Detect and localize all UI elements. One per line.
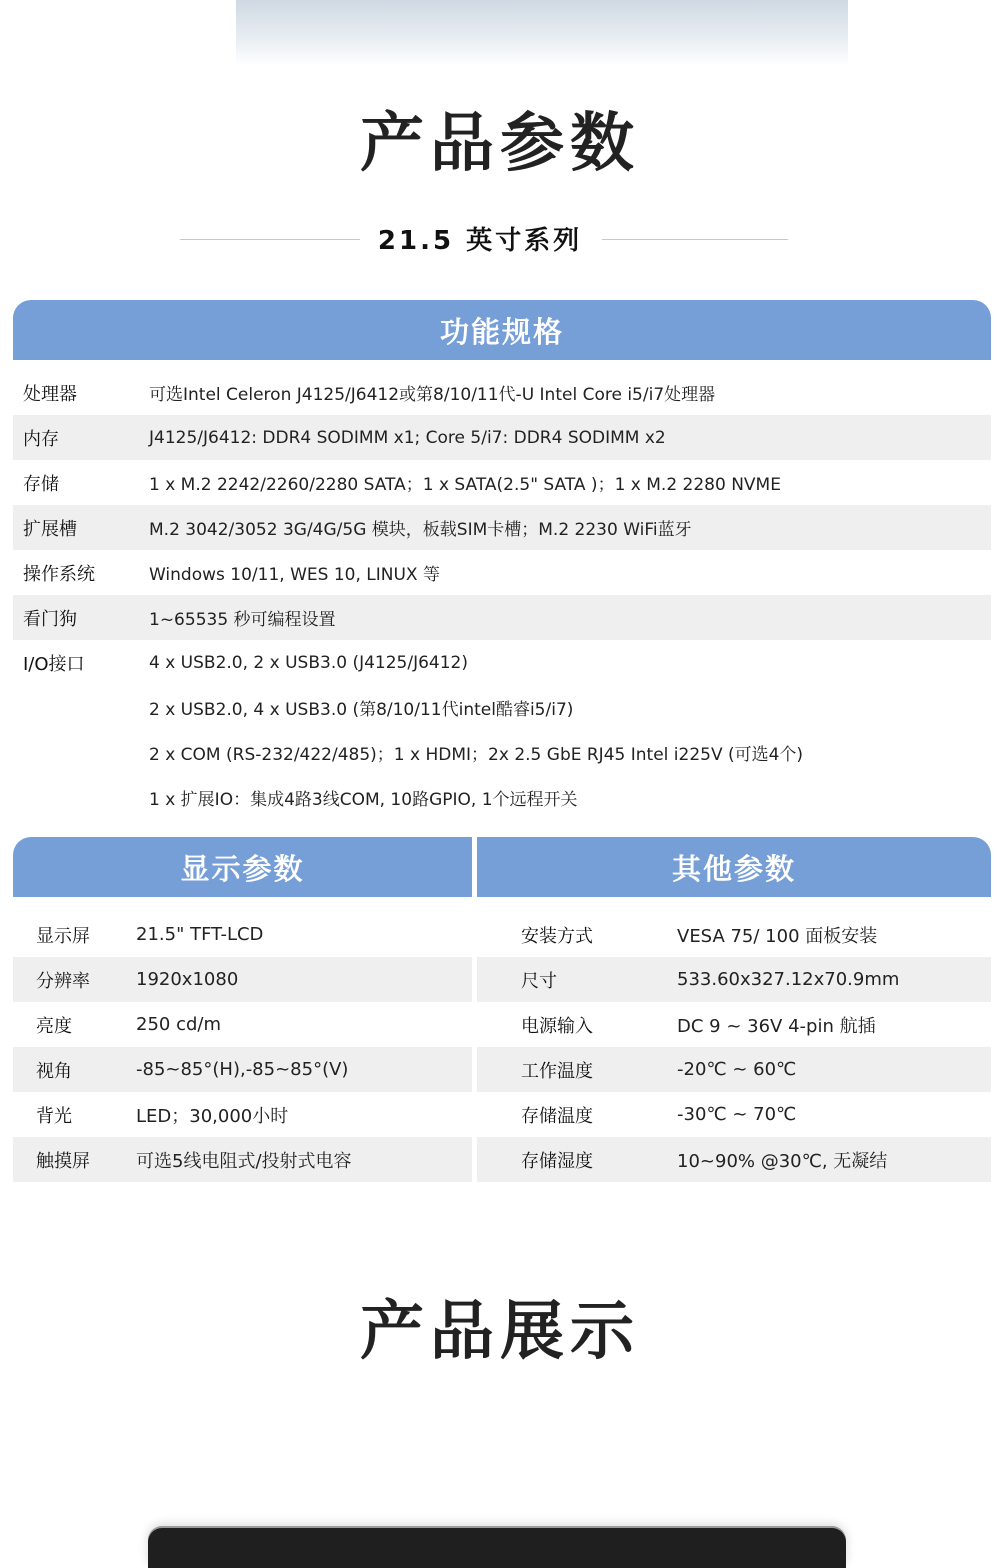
spec-row bbox=[13, 370, 991, 415]
product-image-top-fragment bbox=[236, 0, 848, 66]
display-value: 1920x1080 bbox=[136, 969, 239, 990]
spec-row bbox=[13, 685, 991, 730]
other-row bbox=[477, 912, 991, 957]
spec-label: 扩展槽 bbox=[23, 518, 77, 540]
other-row bbox=[477, 1002, 991, 1047]
spec-value: 2 x USB2.0, 4 x USB3.0 (第8/10/11代intel酷睿i5/i7) bbox=[149, 700, 574, 720]
spec-value: 1 x M.2 2242/2260/2280 SATA；1 x SATA(2.5" SATA )；1 x M.2 2280 NVME bbox=[149, 475, 781, 495]
spec-label: 内存 bbox=[23, 428, 59, 450]
display-label: 视角 bbox=[36, 1060, 72, 1082]
display-table bbox=[13, 912, 472, 1182]
showcase-title: 产品展示 bbox=[360, 1295, 640, 1369]
spec-row bbox=[13, 550, 991, 595]
display-value: LED；30,000小时 bbox=[136, 1105, 289, 1127]
display-label: 触摸屏 bbox=[36, 1150, 90, 1172]
spec-value: Windows 10/11, WES 10, LINUX 等 bbox=[149, 565, 440, 585]
other-value: 533.60x327.12x70.9mm bbox=[677, 969, 900, 990]
other-value: -20℃ ~ 60℃ bbox=[677, 1059, 797, 1080]
display-value: 250 cd/m bbox=[136, 1014, 221, 1035]
divider-right bbox=[602, 239, 788, 240]
spec-row bbox=[13, 595, 991, 640]
display-row bbox=[13, 957, 472, 1002]
spec-label: 操作系统 bbox=[23, 563, 95, 585]
other-row bbox=[477, 957, 991, 1002]
other-label: 工作温度 bbox=[521, 1060, 593, 1082]
spec-value: 4 x USB2.0, 2 x USB3.0 (J4125/J6412) bbox=[149, 652, 468, 673]
spec-row bbox=[13, 460, 991, 505]
spec-value: 2 x COM (RS-232/422/485)；1 x HDMI；2x 2.5 GbE RJ45 Intel i225V (可选4个) bbox=[149, 745, 804, 765]
other-label: 电源输入 bbox=[521, 1015, 593, 1037]
other-value: 10~90% @30℃, 无凝结 bbox=[677, 1150, 888, 1172]
spec-label: 看门狗 bbox=[23, 608, 77, 630]
other-label: 存储温度 bbox=[521, 1105, 593, 1127]
other-label: 安装方式 bbox=[521, 925, 593, 947]
other-value: VESA 75/ 100 面板安装 bbox=[677, 925, 878, 947]
spec-value: M.2 3042/3052 3G/4G/5G 模块，板载SIM卡槽；M.2 2230 WiFi蓝牙 bbox=[149, 520, 692, 540]
series-label: 21.5 英寸系列 bbox=[377, 226, 583, 256]
spec-value: 1~65535 秒可编程设置 bbox=[149, 610, 336, 630]
other-section-header: 其他参数 bbox=[477, 837, 991, 897]
display-value: -85~85°(H),-85~85°(V) bbox=[136, 1059, 349, 1080]
spec-section-header: 功能规格 bbox=[13, 300, 991, 360]
display-row bbox=[13, 1002, 472, 1047]
series-heading bbox=[0, 220, 1000, 260]
spec-label: 处理器 bbox=[23, 383, 77, 405]
display-value: 21.5" TFT-LCD bbox=[136, 924, 264, 945]
display-row bbox=[13, 1092, 472, 1137]
page-title: 产品参数 bbox=[360, 107, 640, 181]
spec-row bbox=[13, 640, 991, 685]
display-label: 显示屏 bbox=[36, 925, 90, 947]
display-value: 可选5线电阻式/投射式电容 bbox=[136, 1150, 352, 1172]
other-label: 存储湿度 bbox=[521, 1150, 593, 1172]
product-image-bottom-fragment bbox=[148, 1528, 846, 1568]
other-row bbox=[477, 1047, 991, 1092]
other-row bbox=[477, 1137, 991, 1182]
other-value: -30℃ ~ 70℃ bbox=[677, 1104, 797, 1125]
display-label: 背光 bbox=[36, 1105, 72, 1127]
spec-row bbox=[13, 415, 991, 460]
spec-row bbox=[13, 730, 991, 775]
other-row bbox=[477, 1092, 991, 1137]
spec-value: J4125/J6412: DDR4 SODIMM x1; Core 5/i7: DDR4 SODIMM x2 bbox=[149, 427, 666, 448]
spec-table bbox=[13, 370, 991, 820]
spec-value: 1 x 扩展IO：集成4路3线COM, 10路GPIO, 1个远程开关 bbox=[149, 790, 578, 810]
other-table bbox=[477, 912, 991, 1182]
spec-row bbox=[13, 505, 991, 550]
display-section-header: 显示参数 bbox=[13, 837, 472, 897]
spec-label: I/O接口 bbox=[23, 653, 85, 675]
display-row bbox=[13, 1047, 472, 1092]
spec-label: 存储 bbox=[23, 473, 59, 495]
display-label: 分辨率 bbox=[36, 970, 90, 992]
other-label: 尺寸 bbox=[521, 970, 557, 992]
spec-value: 可选Intel Celeron J4125/J6412或第8/10/11代-U Intel Core i5/i7处理器 bbox=[149, 385, 716, 405]
spec-row bbox=[13, 775, 991, 820]
display-row bbox=[13, 1137, 472, 1182]
display-row bbox=[13, 912, 472, 957]
other-value: DC 9 ~ 36V 4-pin 航插 bbox=[677, 1015, 876, 1037]
display-label: 亮度 bbox=[36, 1015, 72, 1037]
